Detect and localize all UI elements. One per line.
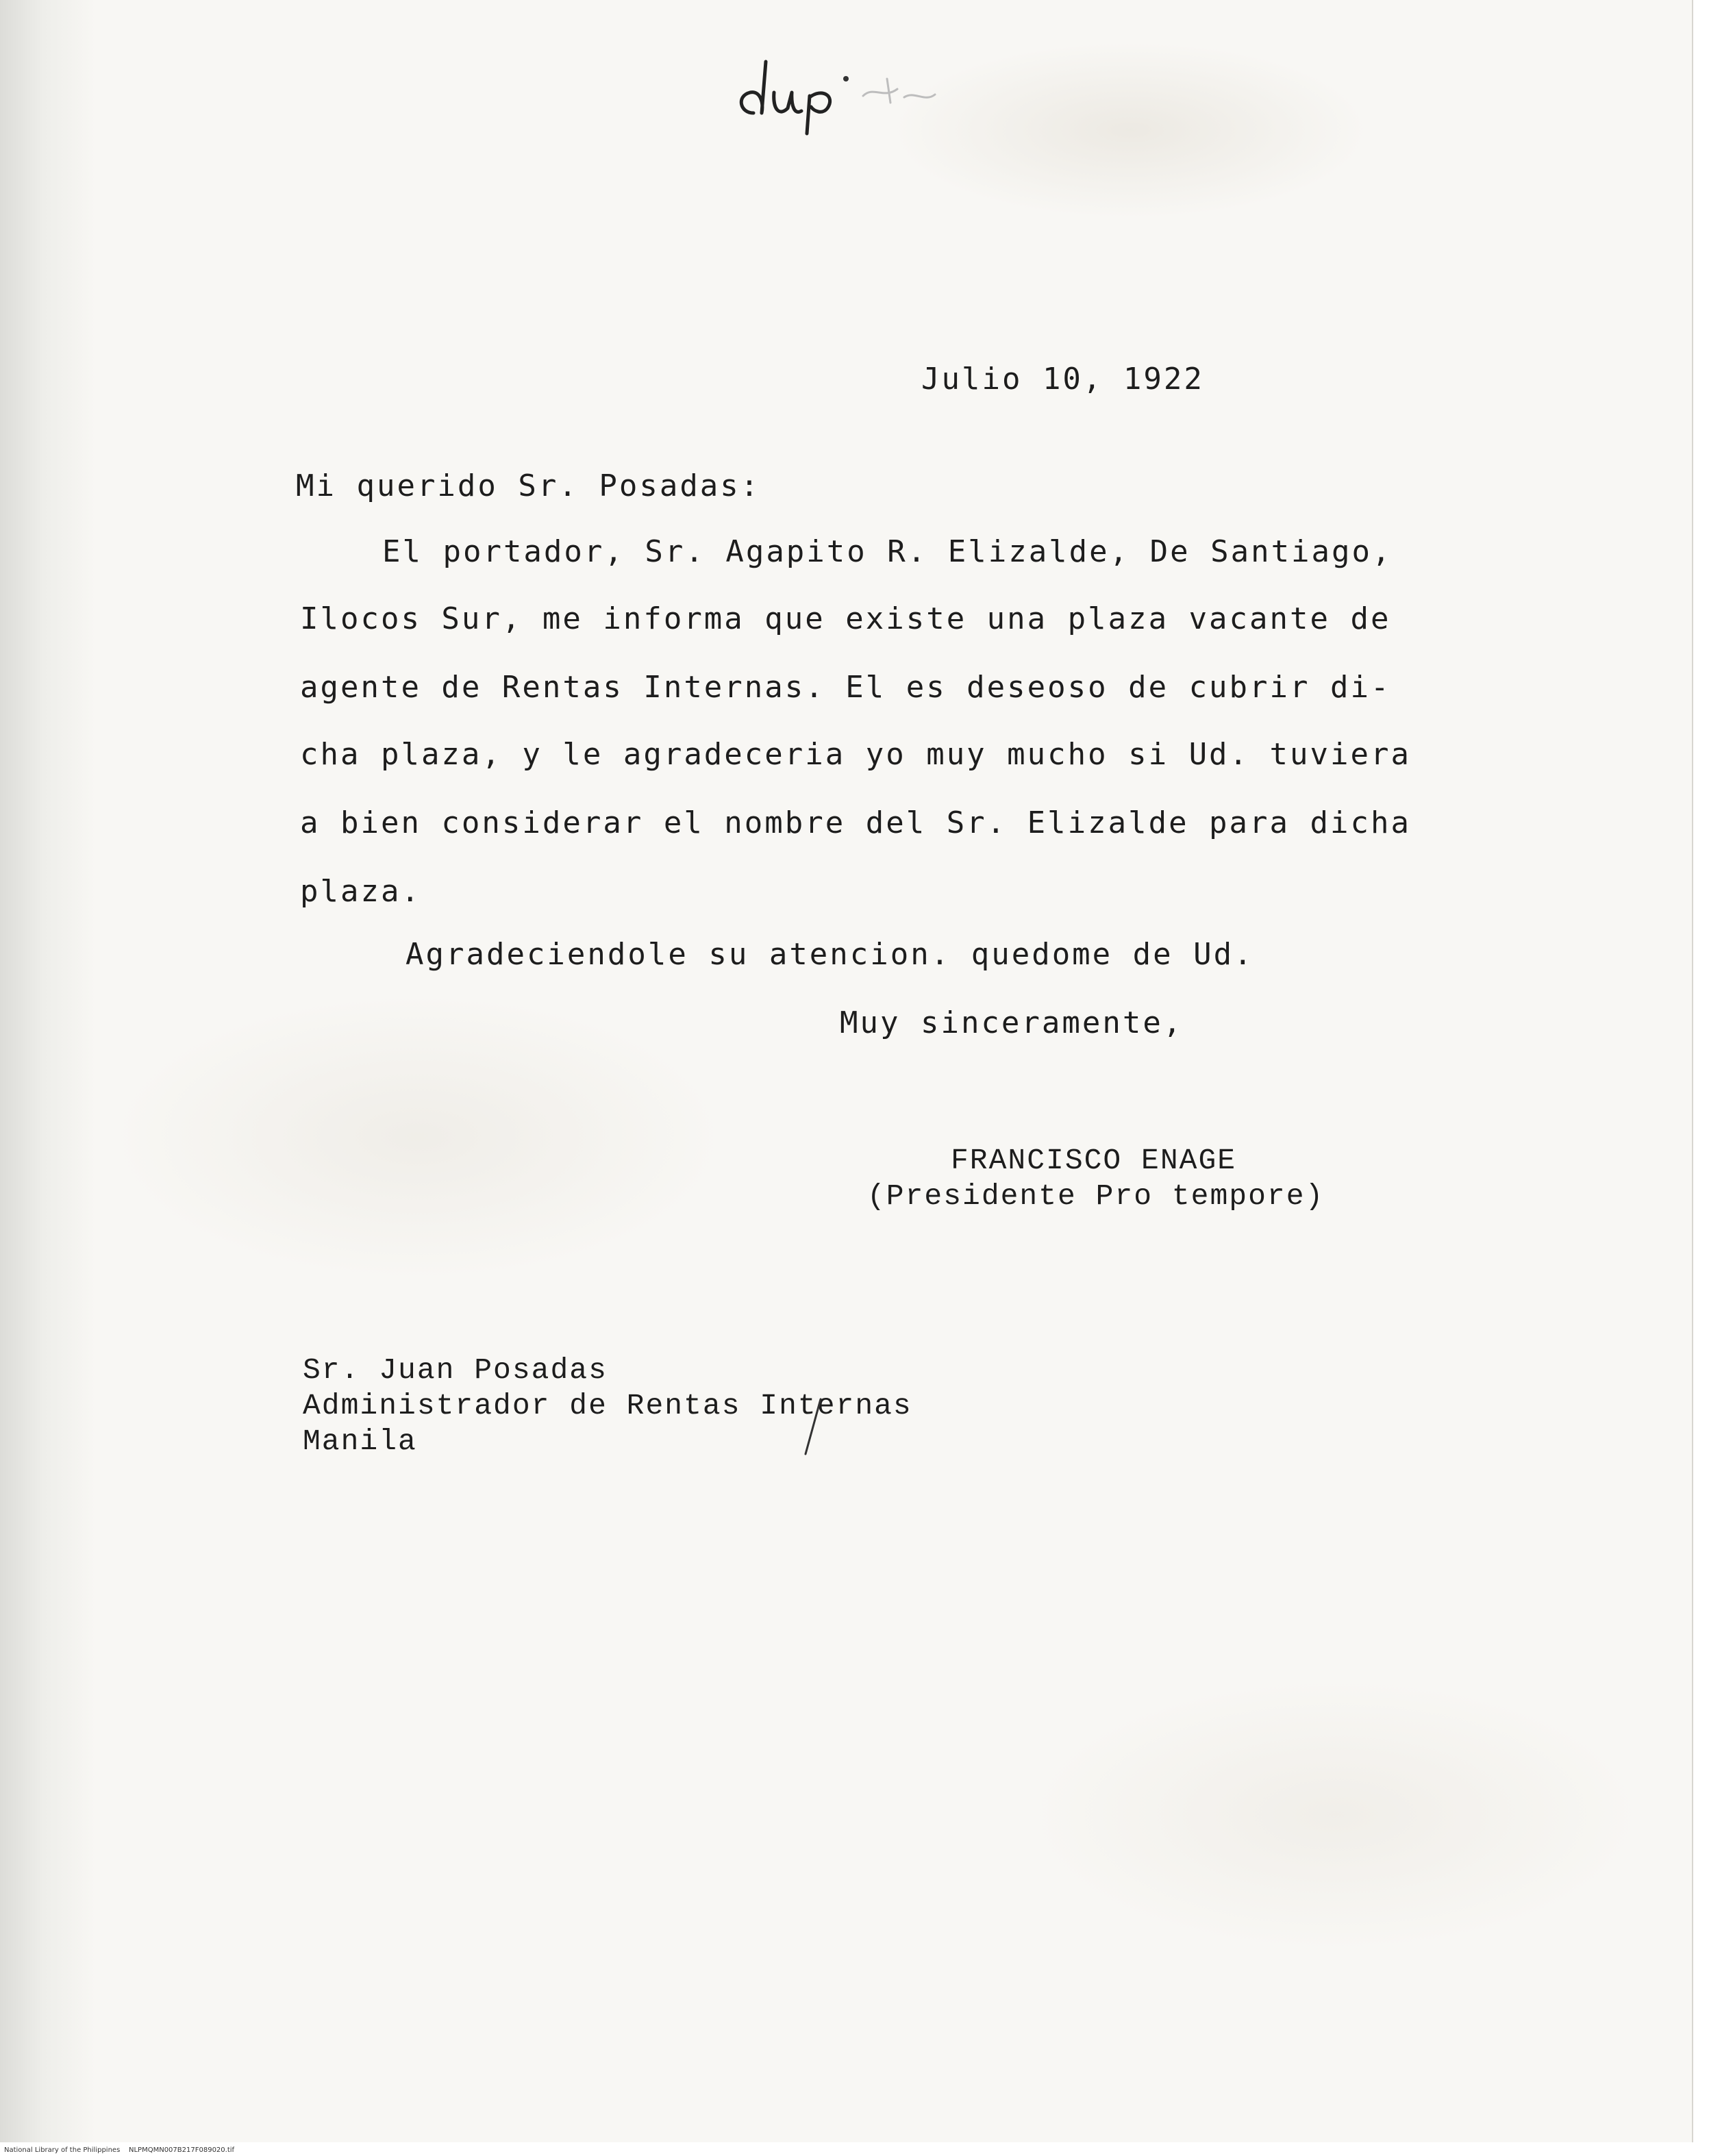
signature-name: FRANCISCO ENAGE bbox=[951, 1144, 1237, 1177]
archive-label: National Library of the Philippines bbox=[4, 2146, 121, 2154]
paper-stain bbox=[890, 41, 1370, 219]
recipient-name: Sr. Juan Posadas bbox=[303, 1353, 608, 1387]
body-line: Ilocos Sur, me informa que existe una plaza vacante de bbox=[300, 601, 1391, 636]
recipient-position: Administrador de Rentas Internas bbox=[303, 1389, 912, 1422]
complimentary-close: Muy sinceramente, bbox=[840, 1005, 1184, 1040]
closing-line: Agradeciendole su atencion. quedome de Ud. bbox=[406, 937, 1254, 972]
recipient-city: Manila bbox=[303, 1425, 417, 1458]
file-id: NLPMQMN007B217F089020.tif bbox=[129, 2146, 235, 2154]
body-line: plaza. bbox=[300, 874, 421, 909]
archive-footer bbox=[4, 2146, 234, 2154]
body-line: a bien considerar el nombre del Sr. Elizalde para dicha bbox=[300, 805, 1411, 840]
paper-stain bbox=[110, 993, 726, 1281]
salutation: Mi querido Sr. Posadas: bbox=[296, 468, 761, 503]
signature-title: (Presidente Pro tempore) bbox=[867, 1179, 1325, 1213]
paper-stain bbox=[1027, 1678, 1644, 1952]
body-line: agente de Rentas Internas. El es deseoso de cubrir di- bbox=[300, 670, 1391, 705]
body-line: cha plaza, y le agradeceria yo muy mucho si Ud. tuviera bbox=[300, 737, 1411, 772]
letter-date: Julio 10, 1922 bbox=[921, 362, 1204, 397]
scan-edge-shadow bbox=[0, 0, 96, 2142]
body-line: El portador, Sr. Agapito R. Elizalde, De Santiago, bbox=[382, 534, 1393, 569]
handwritten-note-dup bbox=[726, 48, 959, 137]
pen-tick-mark bbox=[800, 1396, 827, 1457]
